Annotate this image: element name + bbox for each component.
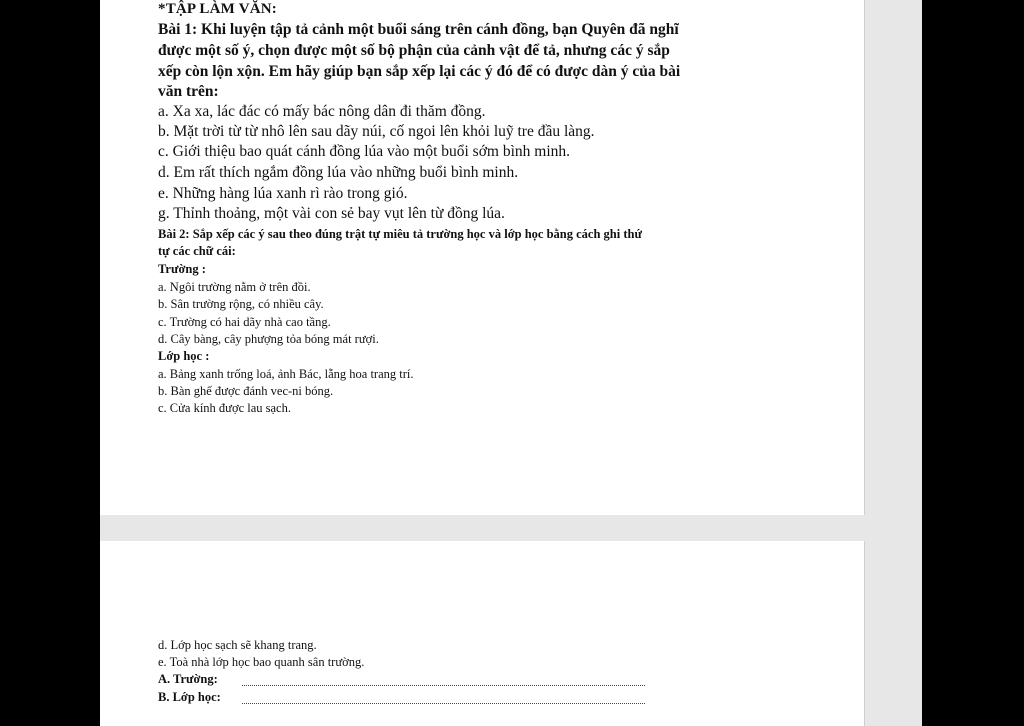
lophoc-item-e: e. Toà nhà lớp học bao quanh sân trường. xyxy=(158,655,365,669)
lophoc-item-b: b. Bàn ghế được đánh vec-ni bóng. xyxy=(158,384,334,398)
exercise-1-item-a: a. Xa xa, lác đác có mấy bác nông dân đi thăm đồng. xyxy=(158,103,486,120)
exercise-1-item-d: d. Em rất thích ngắm đồng lúa vào những buổi bình minh. xyxy=(158,164,519,181)
lophoc-item-a: a. Bảng xanh trống loá, ảnh Bác, lẵng hoa trang trí. xyxy=(158,367,414,381)
section-heading: *TẬP LÀM VĂN: xyxy=(158,1,277,17)
exercise-2-line-1: Bài 2: Sắp xếp các ý sau theo đúng trật tự miêu tả trường học và lớp học bằng cách ghi thứ xyxy=(158,227,642,241)
truong-item-a: a. Ngôi trường nằm ở trên đồi. xyxy=(158,280,311,294)
truong-item-d: d. Cây bàng, cây phượng tỏa bóng mát rượi. xyxy=(158,332,379,346)
exercise-1-item-c: c. Giới thiệu bao quát cánh đồng lúa vào một buổi sớm bình minh. xyxy=(158,143,571,160)
lophoc-item-d: d. Lớp học sạch sẽ khang trang. xyxy=(158,638,317,652)
lophoc-label: Lớp học : xyxy=(158,349,210,363)
exercise-1-item-g: g. Thỉnh thoảng, một vài con sẻ bay vụt lên từ đồng lúa. xyxy=(158,205,505,222)
truong-item-b: b. Sân trường rộng, có nhiều cây. xyxy=(158,297,324,311)
document-page-2 xyxy=(100,541,865,726)
lophoc-item-c: c. Cửa kính được lau sạch. xyxy=(158,401,291,415)
exercise-1-item-b: b. Mặt trời từ từ nhô lên sau dãy núi, cố ngoi lên khỏi luỹ tre đầu làng. xyxy=(158,123,595,140)
exercise-1-line-1: Bài 1: Khi luyện tập tả cảnh một buổi sáng trên cánh đồng, bạn Quyên đã nghĩ xyxy=(158,21,679,38)
truong-label: Trường : xyxy=(158,262,206,276)
answer-lophoc-line xyxy=(242,703,645,704)
answer-truong-line xyxy=(242,685,645,686)
exercise-1-line-4: văn trên: xyxy=(158,83,219,100)
answer-truong-label: A. Trường: xyxy=(158,672,218,686)
truong-item-c: c. Trường có hai dãy nhà cao tầng. xyxy=(158,315,331,329)
document-page-1 xyxy=(100,0,865,515)
document-viewer[interactable] xyxy=(100,0,922,726)
exercise-1-item-e: e. Những hàng lúa xanh rì rào trong gió. xyxy=(158,185,408,202)
exercise-1-line-3: xếp còn lộn xộn. Em hãy giúp bạn sắp xếp lại các ý đó để có được dàn ý của bài xyxy=(158,63,681,80)
exercise-2-line-2: tự các chữ cái: xyxy=(158,244,236,258)
exercise-1-line-2: được một số ý, chọn được một số bộ phận của cảnh vật để tả, nhưng các ý sắp xyxy=(158,42,670,59)
answer-lophoc-label: B. Lớp học: xyxy=(158,690,221,704)
